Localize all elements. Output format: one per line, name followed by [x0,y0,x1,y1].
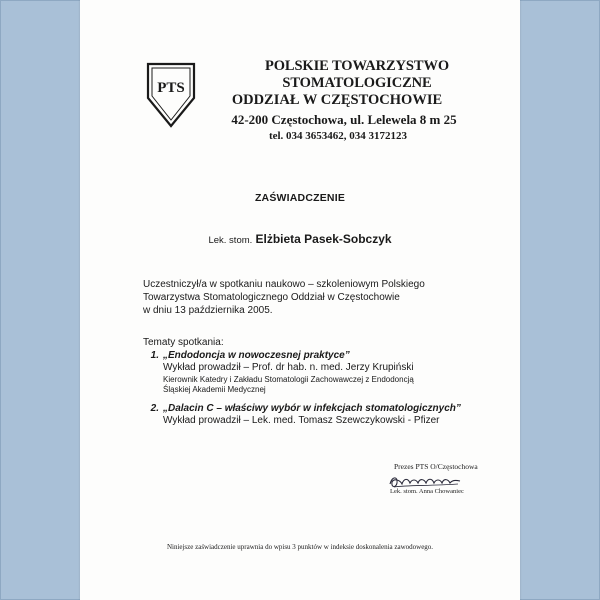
topic-number: 2. [150,402,159,414]
org-phone: tel. 034 3653462, 034 3172123 [268,130,408,142]
statement-line-3: w dniu 13 października 2005. [143,305,273,316]
recipient-name: Elżbieta Pasek-Sobczyk [255,232,392,246]
signature-block [380,462,500,495]
topic-item [143,350,503,395]
lecturer-affiliation-line-2: Śląskiej Akademii Medycznej [163,384,266,394]
recipient [80,232,520,246]
certificate-page [80,0,520,600]
letterhead [202,58,512,143]
topic-lecturer: Wykład prowadził – Lek. med. Tomasz Szewczykowski - Pfizer [163,415,440,426]
statement-line-1: Uczestniczył/a w spotkaniu naukowo – szkoleniowym Polskiego [143,279,425,290]
org-branch: ODDZIAŁ W CZĘSTOCHOWIE [231,92,443,108]
topic-item [143,403,503,428]
recipient-prefix: Lek. stom. [208,235,253,246]
statement-line-2: Towarzystwa Stomatologicznego Oddział w Częstochowie [143,292,400,303]
topic-number: 1. [150,349,159,361]
topics-section [143,337,503,428]
attendance-statement [143,278,483,317]
signer-name: Lek. stom. Anna Chowaniec [390,488,464,495]
topic-title: „Endodoncja w nowoczesnej praktyce” [163,349,350,361]
footer-note: Niniejsze zaświadczenie uprawnia do wpisu 3 punktów w indeksie doskonalenia zawodowego. [166,543,434,551]
pts-logo-icon [146,62,196,128]
org-name: POLSKIE TOWARZYSTWO STOMATOLOGICZNE [264,58,450,91]
signer-role: Prezes PTS O/Częstochowa [394,462,478,471]
topics-heading: Tematy spotkania: [143,337,224,348]
logo-letters: PTS [157,80,185,96]
topic-lecturer: Wykład prowadził – Prof. dr hab. n. med. Jerzy Krupiński [163,362,414,373]
lecturer-affiliation-line-1: Kierownik Katedry i Zakładu Stomatologii Zachowawczej z Endodoncją [163,374,414,384]
topic-title: „Dalacin C – właściwy wybór w infekcjach stomatologicznych” [163,402,461,414]
org-address: 42-200 Częstochowa, ul. Lelewela 8 m 25 [231,112,457,127]
certificate-title: ZAŚWIADCZENIE [254,192,346,204]
